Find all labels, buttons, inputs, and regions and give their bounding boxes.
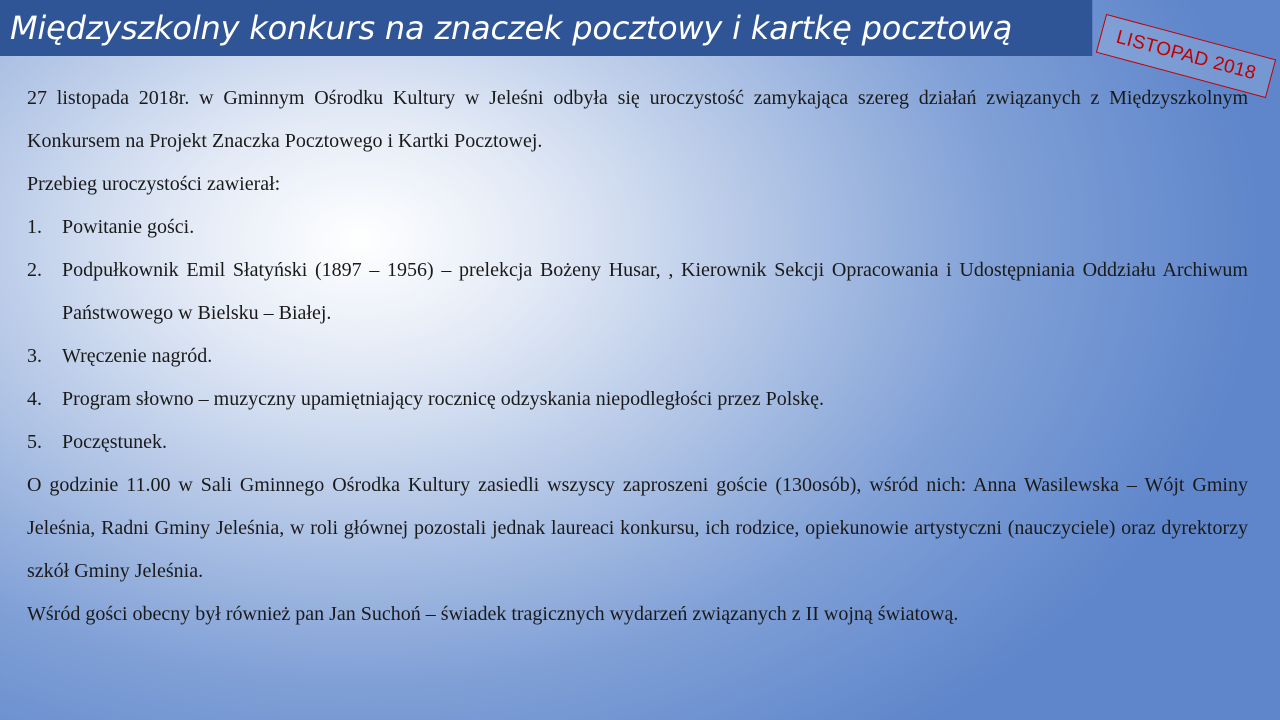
agenda-item-text: Powitanie gości. bbox=[62, 216, 195, 238]
agenda-item-number: 3. bbox=[27, 345, 42, 367]
agenda-item-number: 1. bbox=[27, 216, 42, 238]
date-stamp-label: LISTOPAD 2018 bbox=[1114, 26, 1259, 85]
agenda-item-3 bbox=[27, 335, 1248, 378]
agenda-item-number: 5. bbox=[27, 431, 42, 453]
body-content bbox=[27, 77, 1248, 636]
agenda-item-4 bbox=[27, 378, 1248, 421]
agenda-item-1 bbox=[27, 206, 1248, 249]
agenda-item-2 bbox=[27, 249, 1248, 335]
guests-paragraph: O godzinie 11.00 w Sali Gminnego Ośrodka Kultury zasiedli wszyscy zaproszeni goście (130osób), wśród nich: Anna Wasilewska – Wójt Gminy Jeleśnia, Radni Gminy Jeleśnia, w roli głównej pozostali jednak laureaci konkursu, ich rodzice, opiekunowie artystyczni (nauczyciele) oraz dyrektorzy szkół Gminy Jeleśnia. bbox=[27, 474, 1248, 582]
agenda-item-text: Wręczenie nagród. bbox=[62, 345, 213, 367]
agenda-item-5 bbox=[27, 421, 1248, 464]
title-bar bbox=[0, 0, 1093, 56]
agenda-item-text: Program słowno – muzyczny upamiętniający rocznicę odzyskania niepodległości przez Polskę. bbox=[62, 388, 824, 410]
agenda-item-text: Poczęstunek. bbox=[62, 431, 167, 453]
intro-paragraph: 27 listopada 2018r. w Gminnym Ośrodku Kultury w Jeleśni odbyła się uroczystość zamykająca szereg działań związanych z Międzyszkolnym Konkursem na Projekt Znaczka Pocztowego i Kartki Pocztowej. bbox=[27, 87, 1248, 152]
agenda-heading: Przebieg uroczystości zawierał: bbox=[27, 173, 281, 195]
page-title: Międzyszkolny konkurs na znaczek pocztowy i kartkę pocztową bbox=[10, 9, 1013, 47]
agenda-item-number: 2. bbox=[27, 259, 42, 281]
agenda-item-text: Podpułkownik Emil Słatyński (1897 – 1956) – prelekcja Bożeny Husar, , Kierownik Sekcji Opracowania i Udostępniania Oddziału Archiwum Państwowego w Bielsku – Białej. bbox=[62, 259, 1248, 324]
witness-paragraph: Wśród gości obecny był również pan Jan Suchoń – świadek tragicznych wydarzeń związanych z II wojną światową. bbox=[27, 603, 959, 625]
agenda-item-number: 4. bbox=[27, 388, 42, 410]
